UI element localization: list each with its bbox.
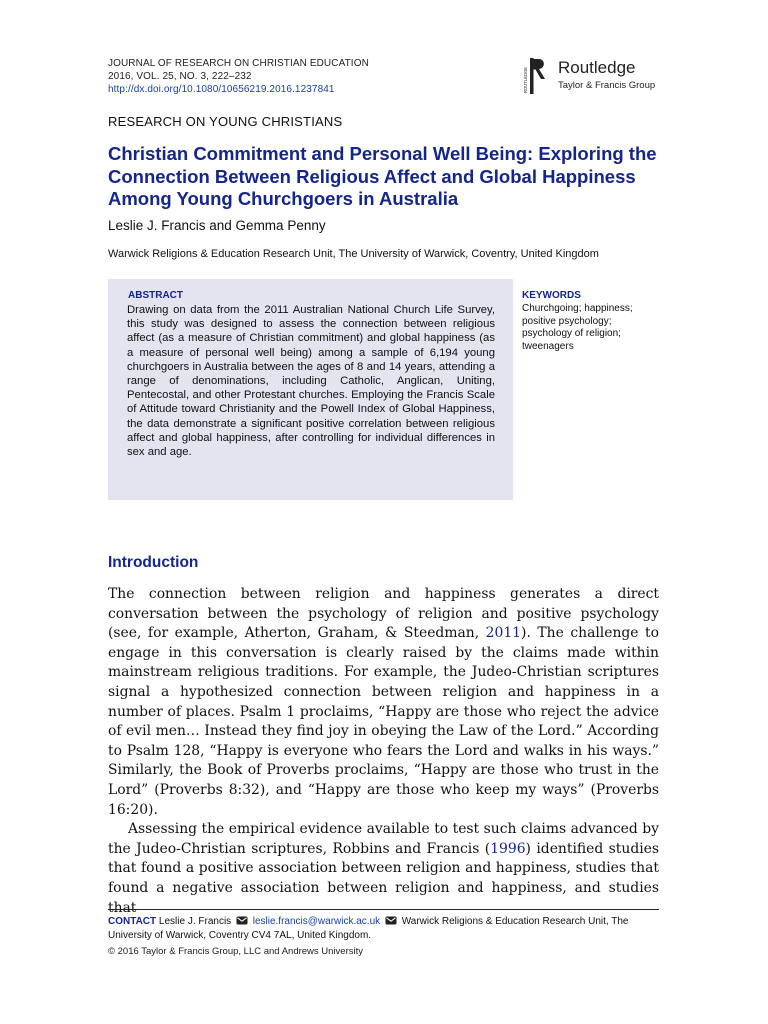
keyword-item: happiness; bbox=[584, 303, 633, 314]
abstract-label: ABSTRACT bbox=[128, 290, 183, 301]
paragraph-text: The connection between religion and happiness generates a direct conversation between the psychology of religion and positive psychology (see, for example, Atherton, Graham, & Steedman, bbox=[108, 586, 659, 642]
citation-link[interactable]: 2011 bbox=[485, 625, 522, 642]
keyword-item: psychology of religion; bbox=[522, 328, 621, 339]
introduction-body bbox=[108, 585, 659, 918]
paragraph bbox=[108, 820, 659, 918]
keywords-label: KEYWORDS bbox=[522, 290, 581, 301]
contact-email[interactable]: leslie.francis@warwick.ac.uk bbox=[252, 916, 381, 927]
keywords-list bbox=[522, 303, 657, 353]
article-authors: Leslie J. Francis and Gemma Penny bbox=[108, 218, 326, 233]
introduction-heading: Introduction bbox=[108, 554, 199, 571]
volume-info: 2016, VOL. 25, NO. 3, 222–232 bbox=[108, 71, 252, 82]
author-affiliation: Warwick Religions & Education Research Unit, The University of Warwick, Coventry, United Kingdom bbox=[108, 248, 599, 260]
doi-link[interactable]: http://dx.doi.org/10.1080/10656219.2016.1237841 bbox=[108, 84, 335, 95]
contact-name: Leslie J. Francis bbox=[158, 916, 232, 927]
routledge-r-icon bbox=[524, 57, 548, 95]
section-label: RESEARCH ON YOUNG CHRISTIANS bbox=[108, 114, 343, 129]
keyword-item: tweenagers bbox=[522, 340, 574, 352]
contact-label: CONTACT bbox=[108, 916, 157, 927]
paragraph-text: ). The challenge to engage in this conversation is clearly raised by the claims made within mainstream religious traditions. For example, the Judeo-Christian scriptures signal a hypothesized connection between religion and happiness in a number of places. Psalm 1 proclaims, “Happy are those who reject the advice of evil men… Instead they find joy in obeying the Law of the Lord.” According to Psalm 128, “Happy is everyone who fears the Lord and walks in his ways.” Similarly, the Book of Proverbs proclaims, “Happy are those who trust in the Lord” (Proverbs 8:32), and “Happy are those who keep my ways” (Proverbs 16:20). bbox=[108, 625, 660, 818]
footer-divider bbox=[108, 909, 659, 910]
abstract-text: Drawing on data from the 2011 Australian National Church Life Survey, this study was designed to assess the connection between religious affect (as a measure of Christian commitment) and global happiness (as a measure of personal well being) among a sample of 6,194 young churchgoers in Australia between the ages of 8 and 14 years, attending a range of denominations, including Catholic, Anglican, Uniting, Pentecostal, and other Protestant churches. Employing the Francis Scale of Attitude toward Christianity and the Powell Index of Global Happiness, the data demonstrate a significant positive correlation between religious affect and global happiness, after controlling for individual differences in sex and age. bbox=[127, 304, 495, 459]
contact-footer bbox=[108, 915, 659, 943]
logo-vertical-text: ROUTLEDGE bbox=[523, 66, 528, 93]
article-title: Christian Commitment and Personal Well Being: Exploring the Connection Between Religious Affect and Global Happiness Among Young Churchgoers in Australia bbox=[108, 143, 657, 209]
journal-name: JOURNAL OF RESEARCH ON CHRISTIAN EDUCATION bbox=[108, 58, 369, 69]
citation-link[interactable]: 1996 bbox=[490, 840, 526, 857]
address-icon bbox=[385, 916, 397, 925]
publisher-name: Routledge bbox=[558, 58, 636, 77]
contact-address: Warwick Religions & Education Research Unit, The University of Warwick, Coventry CV4 7AL, United Kingdom. bbox=[108, 916, 629, 941]
paragraph bbox=[108, 585, 659, 820]
paragraph-text: Assessing the empirical evidence available to test such claims advanced by the Judeo-Christian scriptures, Robbins and Francis ( bbox=[108, 821, 659, 857]
copyright-notice: © 2016 Taylor & Francis Group, LLC and Andrews University bbox=[108, 946, 363, 957]
publisher-logo bbox=[524, 57, 660, 97]
keyword-item: positive psychology; bbox=[522, 315, 612, 327]
keyword-item: Churchgoing; bbox=[522, 303, 582, 314]
publisher-group: Taylor & Francis Group bbox=[558, 80, 656, 91]
envelope-icon bbox=[236, 916, 248, 925]
paragraph-text: ) identified studies that found a positive association between religion and happiness, studies that found a negative association between religion and happiness, and studies that bbox=[108, 840, 660, 916]
journal-header bbox=[108, 57, 369, 96]
